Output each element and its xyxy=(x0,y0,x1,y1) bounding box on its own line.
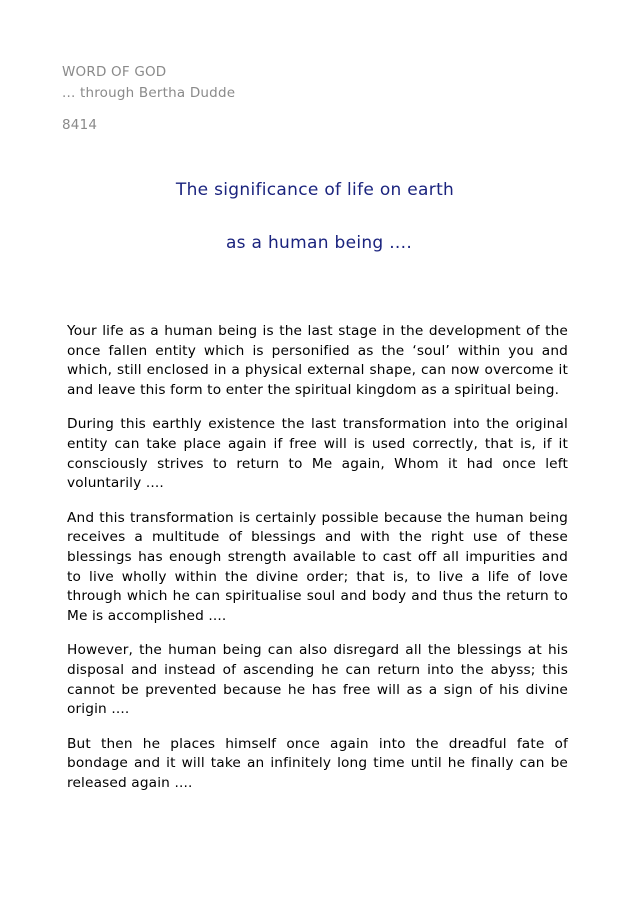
paragraph-5: But then he places himself once again into the dreadful fate of bondage and it will take an infinitely long time until he finally can be released again .... xyxy=(67,735,568,791)
header-title: WORD OF GOD xyxy=(62,64,167,80)
message-body xyxy=(67,322,568,808)
header-author: ... through Bertha Dudde xyxy=(62,85,236,101)
message-number: 8414 xyxy=(62,117,98,133)
document-header xyxy=(62,62,235,104)
title-line-1: The significance of life on earth xyxy=(175,180,455,200)
paragraph-1: Your life as a human being is the last stage in the development of the once fallen entity which is personified as the ‘soul’ within you and which, still enclosed in a physical external shape, can now overcome it and leave this form to enter the spiritual kingdom as a spiritual being. xyxy=(67,323,568,398)
title-line-2: as a human being .... xyxy=(225,233,413,253)
paragraph-2: During this earthly existence the last transformation into the original entity can take place again if free will is used correctly, that is, if it consciously strives to return to Me again, Whom it had once left voluntarily .... xyxy=(67,416,568,492)
paragraph-3: And this transformation is certainly possible because the human being receives a multitude of blessings and with the right use of these blessings has enough strength available to cast off all impurities and to live wholly within the divine order; that is, to live a life of love through which he can spiritualise soul and body and thus the return to Me is accomplished .... xyxy=(67,509,568,624)
paragraph-4: However, the human being can also disregard all the blessings at his disposal and instead of ascending he can return into the abyss; this cannot be prevented because he has free will as a sign of his divine origin .... xyxy=(67,642,568,718)
